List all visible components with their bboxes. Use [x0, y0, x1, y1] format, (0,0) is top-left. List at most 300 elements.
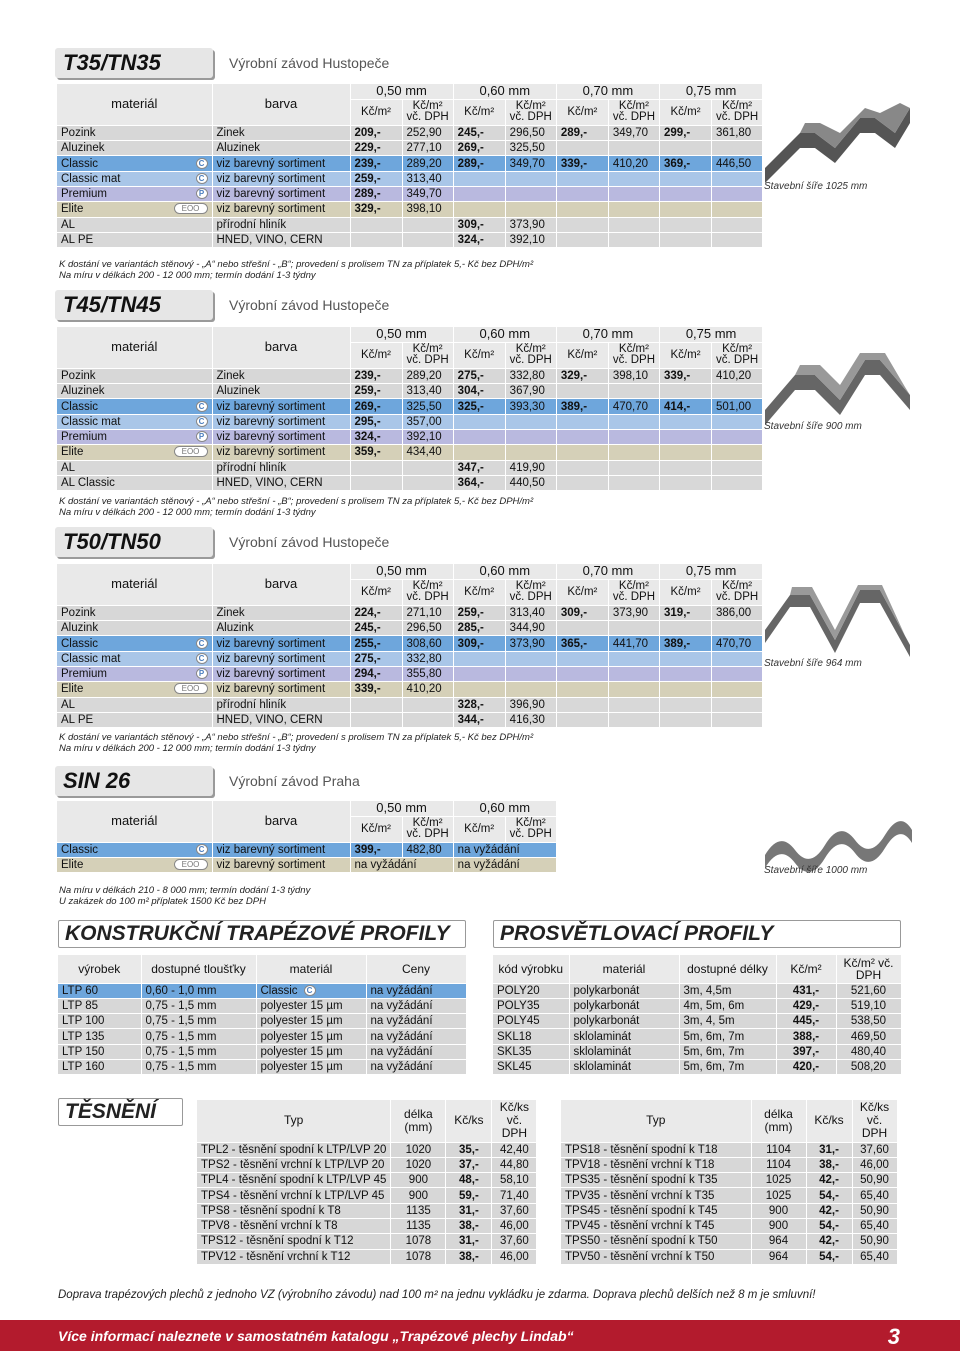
tesneni-cell: 44,80: [492, 1157, 537, 1172]
t50-barva: HNED, VINO, CERN: [212, 712, 350, 727]
t50-barva: viz barevný sortiment: [212, 636, 350, 651]
t35-price: [556, 186, 608, 201]
t35-price: [402, 232, 453, 247]
konstr-cell: 0,75 - 1,5 mm: [141, 1059, 256, 1074]
t50-price: 296,50: [402, 621, 453, 636]
t35-barva: přírodní hliník: [212, 217, 350, 232]
t50-price: 441,70: [608, 636, 659, 651]
t35-price: 289,-: [350, 186, 402, 201]
t45-material-cell: [57, 414, 212, 429]
t45-price: [712, 429, 763, 444]
t45-price: 324,-: [350, 429, 402, 444]
prosv-head-4: Kč/m² vč. DPH: [836, 955, 901, 983]
t50-price: [660, 621, 712, 636]
t45-price-table: [57, 327, 763, 491]
t35-row: [57, 186, 763, 201]
t50-price: 308,60: [402, 636, 453, 651]
t35-price: 289,-: [453, 156, 505, 171]
t50-thickness-2: 0,70 mm: [556, 564, 659, 579]
tesneni-head-2: Kč/ks: [446, 1100, 492, 1142]
tesneni-cell: TPS8 - těsnění spodní k T8: [197, 1203, 391, 1218]
t50-price: [712, 682, 763, 697]
t35-price: [350, 217, 402, 232]
t45-unit-kc2: Kč/m²: [515, 343, 546, 356]
t50-price: 344,-: [453, 712, 505, 727]
t45-price: [350, 475, 402, 490]
sin-material: Classic: [61, 843, 99, 856]
tesneni-cell: 50,90: [852, 1173, 897, 1188]
konstr-head-1: dostupné tloušťky: [141, 955, 256, 983]
tesneni-cell: 50,90: [852, 1234, 897, 1249]
t50-price: [660, 712, 712, 727]
t35-price: [556, 202, 608, 217]
t50-material: Premium: [61, 668, 108, 681]
t45-material: AL Classic: [61, 477, 115, 490]
t35-price: 313,40: [402, 171, 453, 186]
t45-price: [608, 414, 659, 429]
t50-material-cell: [57, 605, 212, 620]
tesneni-cell: 37,60: [852, 1142, 897, 1157]
t35-material: Aluzinek: [61, 142, 105, 155]
t35-price: 252,90: [402, 125, 453, 140]
t50-note-2: Na míru v délkách 200 - 12 000 mm; termín dodání 1-3 týdny: [59, 743, 316, 754]
prosv-row: [493, 998, 901, 1013]
sin-price: na vyžádání: [453, 858, 556, 873]
prosv-row: [493, 983, 901, 998]
tesneni-title: TĚSNĚNÍ: [58, 1098, 183, 1126]
t35-caption: Stavební šíře 1025 mm: [764, 181, 868, 192]
t35-price: 349,70: [402, 186, 453, 201]
t45-note-2: Na míru v délkách 200 - 12 000 mm; termín dodání 1-3 týdny: [59, 507, 316, 518]
t35-unit-kc2: Kč/m²: [722, 100, 753, 113]
tesneni-cell: 31,-: [446, 1203, 492, 1218]
tesneni-row: [561, 1173, 897, 1188]
page-number: 3: [887, 1324, 900, 1349]
t50-material-cell: [57, 651, 212, 666]
t45-price: [556, 445, 608, 460]
t35-price: [608, 217, 659, 232]
konstr-header: [58, 955, 466, 983]
tesneni-header: [197, 1100, 537, 1142]
t45-price: [402, 475, 453, 490]
t50-row: [57, 621, 763, 636]
konstr-cell: 0,60 - 1,0 mm: [141, 983, 256, 998]
sin-price: 399,-: [350, 842, 402, 857]
t35-price: [556, 171, 608, 186]
t50-material: Classic: [61, 637, 99, 650]
t35-price: [608, 141, 659, 156]
t50-price: [660, 651, 712, 666]
prosv-cell: 480,40: [836, 1044, 901, 1059]
tesneni-row: [561, 1234, 897, 1249]
t45-unit-vcdph: vč. DPH: [406, 354, 449, 367]
tesneni-row: [197, 1234, 537, 1249]
t35-thickness-1: 0,60 mm: [453, 84, 556, 99]
t50-price: 255,-: [350, 636, 402, 651]
t45-price: 339,-: [660, 368, 712, 383]
tesneni-cell: TPS45 - těsnění spodní k T45: [561, 1203, 751, 1218]
t45-price: [402, 460, 453, 475]
sin-elite-badge-icon: EOO: [174, 859, 208, 870]
t35-barva: viz barevný sortiment: [212, 171, 350, 186]
tesneni-cell: TPV35 - těsnění vrchní k T35: [561, 1188, 751, 1203]
t35-price: 410,20: [608, 156, 659, 171]
t45-header-row: [57, 327, 763, 342]
t35-price: [660, 186, 712, 201]
t35-barva: Zinek: [212, 125, 350, 140]
t50-unit-kc: Kč/m²: [350, 579, 402, 605]
t45-price: 269,-: [350, 399, 402, 414]
prosv-cell: sklolaminát: [569, 1059, 679, 1074]
t35-price: [712, 202, 763, 217]
t35-thickness-2: 0,70 mm: [556, 84, 659, 99]
t35-price: 277,10: [402, 141, 453, 156]
t50-price: 410,20: [402, 682, 453, 697]
t35-price: [505, 202, 556, 217]
t50-price: 271,10: [402, 605, 453, 620]
t45-price: [608, 460, 659, 475]
t35-price: [712, 186, 763, 201]
t45-price: [556, 414, 608, 429]
t50-barva: Zinek: [212, 605, 350, 620]
t35-material: Elite: [61, 203, 84, 216]
sin-price-table: [57, 801, 557, 873]
t45-price: 259,-: [350, 384, 402, 399]
sin-price: na vyžádání: [453, 842, 556, 857]
t35-price: 329,-: [350, 202, 402, 217]
t50-row: [57, 605, 763, 620]
tesneni-head-2: Kč/ks: [806, 1100, 852, 1142]
prosv-table: [493, 955, 902, 1075]
prosv-cell: 397,-: [776, 1044, 836, 1059]
t35-price: [556, 232, 608, 247]
t35-unit-kc-dph: [608, 99, 659, 125]
prosv-cell: 538,50: [836, 1014, 901, 1029]
t50-price: [712, 621, 763, 636]
tesneni-cell: 58,10: [492, 1173, 537, 1188]
t45-material: Pozink: [61, 369, 96, 382]
t50-unit-kc-dph: [712, 579, 763, 605]
t50-barva: Aluzink: [212, 621, 350, 636]
t45-unit-kc: Kč/m²: [556, 342, 608, 368]
t35-price: [608, 202, 659, 217]
t35-col-material: materiál: [57, 84, 212, 125]
t50-price: [556, 666, 608, 681]
t45-row: [57, 384, 763, 399]
t35-row: [57, 232, 763, 247]
tesneni-cell: 35,-: [446, 1142, 492, 1157]
t45-price: 239,-: [350, 368, 402, 383]
t45-thickness-0: 0,50 mm: [350, 327, 453, 342]
t35-price: [712, 217, 763, 232]
t45-price: 364,-: [453, 475, 505, 490]
t50-unit-kc-dph: [505, 579, 556, 605]
konstr-cell: na vyžádání: [366, 983, 466, 998]
t50-material: AL PE: [61, 714, 94, 727]
tesneni-cell: TPS2 - těsnění vrchní k LTP/LVP 20: [197, 1157, 391, 1172]
prosv-cell: sklolaminát: [569, 1029, 679, 1044]
tesneni-cell: TPL2 - těsnění spodní k LTP/LVP 20: [197, 1142, 391, 1157]
t35-material: Pozink: [61, 126, 96, 139]
t50-barva: přírodní hliník: [212, 697, 350, 712]
t45-elite-badge-icon: EOO: [174, 446, 208, 457]
tesneni-cell: 65,40: [852, 1249, 897, 1264]
t50-unit-kc2: Kč/m²: [618, 580, 649, 593]
t35-unit-kc: Kč/m²: [660, 99, 712, 125]
tesneni-cell: 46,00: [852, 1157, 897, 1172]
prosv-cell: polykarbonát: [569, 998, 679, 1013]
t50-material-cell: [57, 712, 212, 727]
tesneni-cell: 42,-: [806, 1234, 852, 1249]
t35-material: Classic mat: [61, 172, 121, 185]
t45-price: 410,20: [712, 368, 763, 383]
t35-material-cell: [57, 186, 212, 201]
t45-material-cell: [57, 399, 212, 414]
t50-note-1: K dostání ve variantách stěnový - „A“ nebo střešní - „B“; provedení s prolisem TN za příplatek 5,- Kč bez DPH/m²: [59, 732, 534, 743]
tesneni-row: [197, 1142, 537, 1157]
t45-unit-kc-dph: [712, 342, 763, 368]
prosv-cell: sklolaminát: [569, 1044, 679, 1059]
t35-price: [712, 141, 763, 156]
prosv-header: [493, 955, 901, 983]
t50-material-cell: [57, 636, 212, 651]
sin-unit-kc2: Kč/m²: [515, 817, 546, 830]
t45-price: [453, 414, 505, 429]
t45-price: [556, 460, 608, 475]
t50-price: 245,-: [350, 621, 402, 636]
t50-caption: Stavební šíře 964 mm: [764, 658, 862, 669]
t35-color-badge-icon: C: [196, 173, 208, 184]
tesneni-cell: TPV8 - těsnění vrchní k T8: [197, 1218, 391, 1233]
konstr-cell: LTP 160: [58, 1059, 141, 1074]
t45-barva: viz barevný sortiment: [212, 429, 350, 444]
tesneni-cell: 59,-: [446, 1188, 492, 1203]
t35-barva: viz barevný sortiment: [212, 156, 350, 171]
t50-row: [57, 697, 763, 712]
t35-price: [505, 171, 556, 186]
tesneni-cell: 964: [751, 1249, 806, 1264]
t35-price-table: [57, 84, 763, 248]
sin-unit-kc2: Kč/m²: [412, 817, 443, 830]
konstr-cell: LTP 85: [58, 998, 141, 1013]
t50-price: 275,-: [350, 651, 402, 666]
t45-price: [453, 429, 505, 444]
tesneni-cell: 42,40: [492, 1142, 537, 1157]
t50-unit-kc-dph: [608, 579, 659, 605]
t35-note-2: Na míru v délkách 200 - 12 000 mm; termín dodání 1-3 týdny: [59, 270, 316, 281]
tesneni-cell: TPV18 - těsnění vrchní k T18: [561, 1157, 751, 1172]
t50-price: [712, 712, 763, 727]
t35-price: 446,50: [712, 156, 763, 171]
t50-barva: viz barevný sortiment: [212, 651, 350, 666]
t35-unit-vcdph: vč. DPH: [406, 111, 449, 124]
t35-price: 325,50: [505, 141, 556, 156]
t50-price: 386,00: [712, 605, 763, 620]
t45-price: [505, 445, 556, 460]
t50-elite-badge-icon: EOO: [174, 683, 208, 694]
prosv-cell: 5m, 6m, 7m: [679, 1029, 776, 1044]
t50-unit-kc2: Kč/m²: [412, 580, 443, 593]
t45-thickness-2: 0,70 mm: [556, 327, 659, 342]
t45-factory: Výrobní závod Hustopeče: [229, 297, 390, 313]
t35-row: [57, 171, 763, 186]
t35-price: [608, 186, 659, 201]
t45-price: 501,00: [712, 399, 763, 414]
konstr-cell: na vyžádání: [366, 1014, 466, 1029]
t45-price: 295,-: [350, 414, 402, 429]
t35-material-cell: [57, 125, 212, 140]
tesneni-cell: TPS12 - těsnění spodní k T12: [197, 1234, 391, 1249]
t35-material-cell: [57, 217, 212, 232]
sin-header-row: [57, 801, 556, 816]
t45-price: 440,50: [505, 475, 556, 490]
tesneni-row: [561, 1142, 897, 1157]
t50-price: [350, 697, 402, 712]
tesneni-cell: TPS18 - těsnění spodní k T18: [561, 1142, 751, 1157]
konstr-cell: polyester 15 µm: [256, 998, 366, 1013]
t45-price: 434,40: [402, 445, 453, 460]
t45-price: 329,-: [556, 368, 608, 383]
t35-price: 339,-: [556, 156, 608, 171]
t35-material: AL PE: [61, 234, 94, 247]
t45-price: [505, 414, 556, 429]
t50-material-cell: [57, 697, 212, 712]
t50-price: 294,-: [350, 666, 402, 681]
konstr-head-0: výrobek: [58, 955, 141, 983]
t50-barva: viz barevný sortiment: [212, 666, 350, 681]
t35-price: [608, 232, 659, 247]
t50-unit-vcdph: vč. DPH: [612, 591, 656, 604]
t50-row: [57, 666, 763, 681]
t35-price: 289,20: [402, 156, 453, 171]
tesneni-head-1: délka (mm): [391, 1100, 446, 1142]
t35-price: [660, 171, 712, 186]
tesneni-cell: 46,00: [492, 1249, 537, 1264]
t50-price: [556, 621, 608, 636]
t45-price: [556, 384, 608, 399]
t50-price: 416,30: [505, 712, 556, 727]
prosv-cell: 388,-: [776, 1029, 836, 1044]
t35-price: [660, 202, 712, 217]
tesneni-cell: 42,-: [806, 1173, 852, 1188]
konstr-cell: polyester 15 µm: [256, 1059, 366, 1074]
t50-price: 319,-: [660, 605, 712, 620]
t35-price: [660, 232, 712, 247]
sin-unit-vcdph: vč. DPH: [509, 828, 552, 841]
prosv-head-2: dostupné délky: [679, 955, 776, 983]
sin-material-cell: [57, 842, 212, 857]
t35-material-cell: [57, 202, 212, 217]
t45-color-badge-icon: C: [196, 401, 208, 412]
t50-unit-kc2: Kč/m²: [515, 580, 546, 593]
t50-material-cell: [57, 666, 212, 681]
t45-price: [505, 429, 556, 444]
konstr-cell: polyester 15 µm: [256, 1029, 366, 1044]
t35-barva: Aluzinek: [212, 141, 350, 156]
tesneni-cell: 50,90: [852, 1203, 897, 1218]
t45-price: [660, 460, 712, 475]
sin-barva: viz barevný sortiment: [212, 842, 350, 857]
tesneni-cell: 54,-: [806, 1249, 852, 1264]
tesneni-cell: 37,60: [492, 1234, 537, 1249]
t45-profile-image: [760, 315, 915, 435]
konstr-cell: 0,75 - 1,5 mm: [141, 1044, 256, 1059]
t50-price: [608, 651, 659, 666]
tesneni-cell: 900: [751, 1203, 806, 1218]
tesneni-cell: TPV45 - těsnění vrchní k T45: [561, 1218, 751, 1233]
t50-price: 365,-: [556, 636, 608, 651]
t35-material-cell: [57, 171, 212, 186]
t35-row: [57, 202, 763, 217]
t45-material-cell: [57, 368, 212, 383]
tesneni-row: [561, 1203, 897, 1218]
t45-col-material: materiál: [57, 327, 212, 368]
tesneni-cell: 31,-: [446, 1234, 492, 1249]
tesneni-row: [561, 1249, 897, 1264]
tesneni-cell: 48,-: [446, 1173, 492, 1188]
t35-note-1: K dostání ve variantách stěnový - „A“ nebo střešní - „B“; provedení s prolisem TN za příplatek 5,- Kč bez DPH/m²: [59, 259, 534, 270]
t35-price: [660, 141, 712, 156]
t50-price: 373,90: [608, 605, 659, 620]
t45-material: Classic mat: [61, 415, 121, 428]
prosv-cell: 429,-: [776, 998, 836, 1013]
konstr-cell: 0,75 - 1,5 mm: [141, 1029, 256, 1044]
t50-price: 328,-: [453, 697, 505, 712]
tesneni-cell: 1078: [391, 1249, 446, 1264]
t50-price: 285,-: [453, 621, 505, 636]
t45-unit-vcdph: vč. DPH: [612, 354, 656, 367]
t50-unit-kc: Kč/m²: [556, 579, 608, 605]
t35-material: Classic: [61, 157, 99, 170]
tesneni-cell: 54,-: [806, 1218, 852, 1233]
t50-price: 224,-: [350, 605, 402, 620]
tesneni-cell: 1104: [751, 1142, 806, 1157]
t45-unit-kc-dph: [402, 342, 453, 368]
t50-price: [453, 666, 505, 681]
tesneni-cell: 1020: [391, 1157, 446, 1172]
t50-price: [712, 651, 763, 666]
t35-price: 239,-: [350, 156, 402, 171]
t45-price: 325,-: [453, 399, 505, 414]
t35-price: 324,-: [453, 232, 505, 247]
prosv-cell: SKL35: [493, 1044, 569, 1059]
sin-caption: Stavební šíře 1000 mm: [764, 865, 868, 876]
prosv-cell: POLY20: [493, 983, 569, 998]
tesneni-cell: 31,-: [806, 1142, 852, 1157]
tesneni-cell: 900: [391, 1188, 446, 1203]
t45-price: [712, 414, 763, 429]
t45-price: 347,-: [453, 460, 505, 475]
prosv-head-3: Kč/m²: [776, 955, 836, 983]
t45-price: [660, 445, 712, 460]
tesneni-head-0: Typ: [197, 1100, 391, 1142]
t50-profile-image: [760, 545, 915, 665]
t45-price: [556, 475, 608, 490]
t35-row: [57, 217, 763, 232]
tesneni-row: [197, 1188, 537, 1203]
t50-price: 313,40: [505, 605, 556, 620]
t35-price: 349,70: [608, 125, 659, 140]
t45-material: Classic: [61, 400, 99, 413]
t50-price: 339,-: [350, 682, 402, 697]
konstr-cell: Classic C: [256, 983, 366, 998]
t45-unit-kc: Kč/m²: [350, 342, 402, 368]
t45-price: [608, 445, 659, 460]
prosv-cell: POLY45: [493, 1014, 569, 1029]
t45-row: [57, 414, 763, 429]
t45-material-cell: [57, 475, 212, 490]
t45-unit-kc2: Kč/m²: [618, 343, 649, 356]
